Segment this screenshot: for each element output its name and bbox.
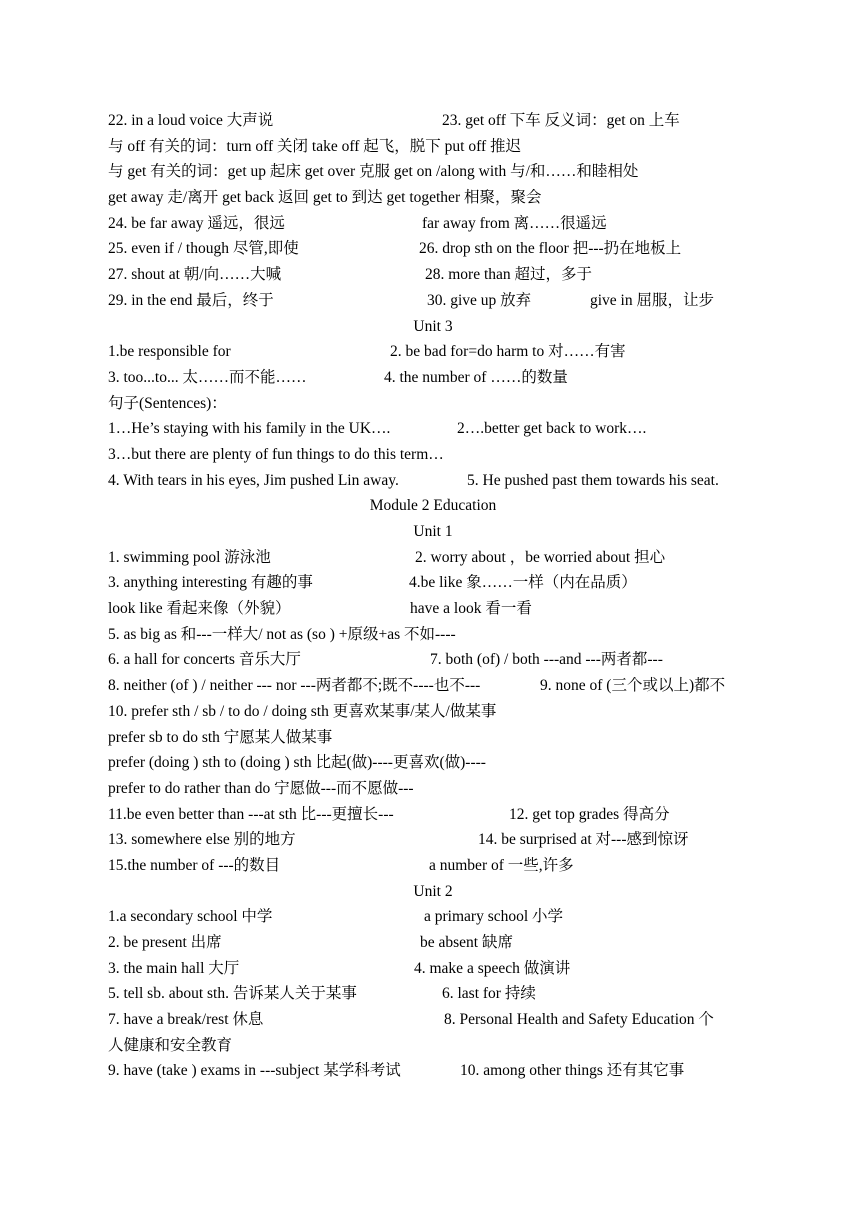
sentence-4: 4. With tears in his eyes, Jim pushed Lin away. [108, 471, 399, 489]
text-line [108, 956, 758, 982]
entry-look-like: look like 看起来像（外貌） [108, 600, 291, 618]
sentence-5: 5. He pushed past them towards his seat. [467, 471, 719, 489]
entry-m2u2-8: 8. Personal Health and Safety Education 个 [444, 1011, 714, 1029]
entry-have-a-look: have a look 看一看 [410, 600, 532, 618]
text-line [108, 236, 758, 262]
entry-m2u1-6: 6. a hall for concerts 音乐大厅 [108, 651, 301, 669]
entry-u3-4: 4. the number of ……的数量 [384, 368, 568, 386]
entry-u3-2: 2. be bad for=do harm to 对……有害 [390, 343, 626, 361]
entry-30b: give in 屈服，让步 [590, 291, 714, 309]
entry-m2u1-15: 15.the number of ---的数目 [108, 856, 281, 874]
sentence-2: 2….better get back to work…. [457, 420, 647, 438]
entry-23: 23. get off 下车 反义词：get on 上车 [442, 112, 680, 129]
get-related-words-cont: get away 走/离开 get back 返回 get to 到达 get together 相聚，聚会 [108, 189, 542, 207]
entry-m2u1-4: 4.be like 象……一样（内在品质） [409, 574, 637, 592]
entry-24b: far away from 离……很遥远 [422, 214, 607, 232]
text-line [108, 339, 758, 365]
text-line [108, 827, 758, 853]
entry-m2u2-1: 1.a secondary school 中学 [108, 908, 273, 926]
entry-u3-1: 1.be responsible for [108, 343, 231, 361]
text-line [108, 442, 758, 468]
text-line [108, 802, 758, 828]
text-line [108, 853, 758, 879]
text-line [108, 622, 758, 648]
entry-m2u2-6: 6. last for 持续 [442, 985, 536, 1003]
text-line [108, 596, 758, 622]
entry-m2u1-10: 10. prefer sth / sb / to do / doing sth 更喜欢某事/某人/做某事 [108, 702, 497, 720]
document-page [108, 108, 758, 1084]
entry-m2u1-14: 14. be surprised at 对---感到惊讶 [478, 831, 689, 849]
off-related-words: 与 off 有关的词：turn off 关闭 take off 起飞，脱下 put off 推迟 [108, 137, 522, 155]
entry-30: 30. give up 放弃 [427, 291, 532, 309]
entry-29: 29. in the end 最后，终于 [108, 291, 274, 309]
entry-m2u1-12: 12. get top grades 得高分 [509, 805, 670, 823]
entry-prefer-rather: prefer to do rather than do 宁愿做---而不愿做--- [108, 779, 414, 797]
entry-m2u2-3: 3. the main hall 大厅 [108, 959, 240, 977]
text-line [108, 159, 758, 185]
text-line [108, 134, 758, 160]
text-line [108, 288, 758, 314]
entry-be-absent: be absent 缺席 [420, 934, 513, 951]
entry-m2u1-13: 13. somewhere else 别的地方 [108, 831, 296, 849]
entry-u3-3: 3. too...to... 太……而不能…… [108, 368, 307, 386]
entry-m2u1-9: 9. none of (三个或以上)都不 [540, 677, 726, 695]
entry-m2u2-8-cont: 人健康和安全教育 [108, 1036, 233, 1054]
unit-heading: Unit 2 [413, 882, 453, 900]
entry-m2u2-9: 9. have (take ) exams in ---subject 某学科考试 [108, 1062, 401, 1080]
entry-m2u1-1: 1. swimming pool 游泳池 [108, 548, 271, 566]
entry-prefer-doing: prefer (doing ) sth to (doing ) sth 比起(做)----更喜欢(做)---- [108, 754, 486, 772]
entry-m2u1-8: 8. neither (of ) / neither --- nor ---两者都不;既不----也不--- [108, 677, 481, 695]
text-line [108, 673, 758, 699]
entry-m2u2-2: 2. be present 出席 [108, 934, 222, 951]
module-heading: Module 2 Education [369, 497, 497, 515]
entry-m2u2-10: 10. among other things 还有其它事 [460, 1062, 685, 1080]
text-line [108, 1058, 758, 1084]
sentence-3: 3…but there are plenty of fun things to do this term… [108, 445, 444, 463]
entry-22: 22. in a loud voice 大声说 [108, 112, 274, 129]
text-line [108, 416, 758, 442]
entry-26: 26. drop sth on the floor 把---扔在地板上 [419, 240, 682, 258]
entry-m2u1-11: 11.be even better than ---at sth 比---更擅长--- [108, 805, 394, 823]
text-line [108, 1007, 758, 1033]
text-line [108, 699, 758, 725]
sentence-1: 1…He’s staying with his family in the UK…. [108, 420, 391, 438]
text-line [108, 904, 758, 930]
entry-27: 27. shout at 朝/向……大喊 [108, 266, 282, 284]
entry-prefer-sb: prefer sb to do sth 宁愿某人做某事 [108, 728, 333, 746]
entry-m2u1-2: 2. worry about ，be worried about 担心 [415, 548, 666, 566]
unit-heading: Unit 3 [413, 317, 453, 335]
sentences-heading: 句子(Sentences)： [108, 394, 227, 412]
text-line [108, 750, 758, 776]
entry-m2u2-4: 4. make a speech 做演讲 [414, 959, 571, 977]
text-line [108, 262, 758, 288]
unit-heading: Unit 1 [413, 523, 453, 540]
entry-m2u1-3: 3. anything interesting 有趣的事 [108, 574, 313, 592]
text-line [108, 570, 758, 596]
entry-m2u1-5: 5. as big as 和---一样大/ not as (so ) +原级+as 不如---- [108, 625, 456, 643]
entry-m2u2-7: 7. have a break/rest 休息 [108, 1011, 264, 1029]
text-line [108, 108, 758, 134]
text-line [108, 981, 758, 1007]
text-line [108, 1033, 758, 1059]
entry-m2u1-7: 7. both (of) / both ---and ---两者都--- [430, 651, 663, 669]
text-line [108, 725, 758, 751]
text-line [108, 468, 758, 494]
entry-primary-school: a primary school 小学 [424, 908, 564, 926]
text-line [108, 185, 758, 211]
text-line [108, 211, 758, 237]
text-line [108, 365, 758, 391]
text-line [108, 391, 758, 417]
text-line [108, 930, 758, 956]
entry-a-number-of: a number of 一些,许多 [429, 856, 574, 874]
get-related-words: 与 get 有关的词：get up 起床 get over 克服 get on /along with 与/和……和睦相处 [108, 163, 639, 181]
text-line [108, 545, 758, 571]
entry-28: 28. more than 超过，多于 [425, 266, 593, 284]
entry-24: 24. be far away 遥远，很远 [108, 214, 285, 232]
text-line [108, 647, 758, 673]
entry-25: 25. even if / though 尽管,即使 [108, 240, 299, 258]
entry-m2u2-5: 5. tell sb. about sth. 告诉某人关于某事 [108, 985, 357, 1003]
text-line [108, 776, 758, 802]
